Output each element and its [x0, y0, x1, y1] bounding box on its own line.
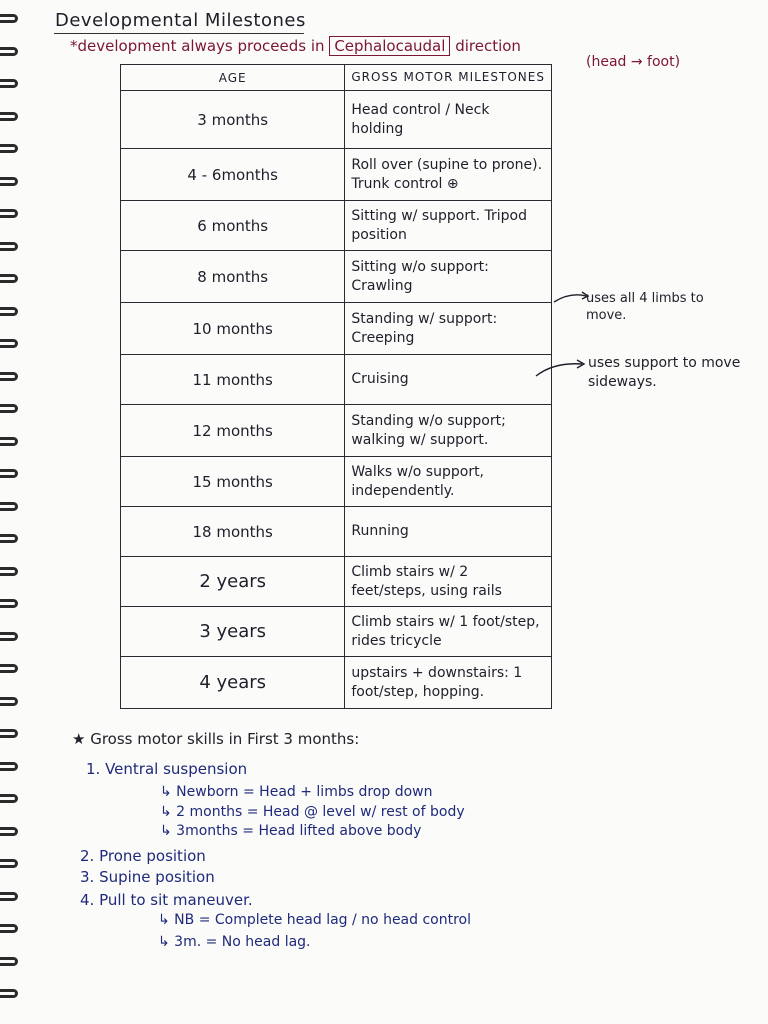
age-cell: 6 months	[121, 201, 345, 251]
age-cell: 10 months	[121, 303, 345, 355]
skill-cell: Climb stairs w/ 2 feet/steps, using rails	[345, 557, 552, 607]
title-underline	[54, 33, 304, 34]
binding-ring	[0, 242, 18, 251]
binding-ring	[0, 762, 18, 771]
milestones-table	[120, 64, 552, 709]
age-cell: 4 years	[121, 657, 345, 709]
age-cell: 2 years	[121, 557, 345, 607]
table-row	[121, 149, 552, 201]
table-row	[121, 405, 552, 457]
binding-ring	[0, 79, 18, 88]
binding-ring	[0, 664, 18, 673]
skill-cell: Standing w/o support; walking w/ support.	[345, 405, 552, 457]
table-row	[121, 355, 552, 405]
binding-ring	[0, 144, 18, 153]
notes-heading: ★ Gross motor skills in First 3 months:	[72, 730, 360, 748]
binding-ring	[0, 599, 18, 608]
skill-cell: Cruising	[345, 355, 552, 405]
binding-ring	[0, 177, 18, 186]
list-item: 4. Pull to sit maneuver.	[80, 891, 253, 909]
list-item: ↳ 2 months = Head @ level w/ rest of body	[160, 804, 465, 820]
subtitle-boxed-term: Cephalocaudal	[329, 36, 450, 56]
binding-ring	[0, 274, 18, 283]
list-item: ↳ Newborn = Head + limbs drop down	[160, 784, 433, 800]
table-row	[121, 507, 552, 557]
skill-cell: Sitting w/o support: Crawling	[345, 251, 552, 303]
skill-cell: Climb stairs w/ 1 foot/step, rides tricycle	[345, 607, 552, 657]
table-header-row	[121, 65, 552, 91]
binding-ring	[0, 567, 18, 576]
list-item: 2. Prone position	[80, 847, 206, 865]
binding-ring	[0, 859, 18, 868]
list-item: ↳ NB = Complete head lag / no head control	[158, 912, 472, 928]
subtitle-prefix: *development always proceeds in	[70, 37, 325, 55]
subtitle-note: (head → foot)	[586, 54, 681, 70]
binding-ring	[0, 892, 18, 901]
skill-cell: Sitting w/ support. Tripod position	[345, 201, 552, 251]
page-title: Developmental Milestones	[55, 10, 306, 31]
side-note-cruising: uses support to move sideways.	[588, 355, 741, 390]
table-row	[121, 457, 552, 507]
table-row	[121, 201, 552, 251]
binding-ring	[0, 14, 18, 23]
skill-cell: upstairs + downstairs: 1 foot/step, hopping.	[345, 657, 552, 709]
skill-cell: Head control / Neck holding	[345, 91, 552, 149]
skill-cell: Standing w/ support: Creeping	[345, 303, 552, 355]
age-cell: 4 - 6months	[121, 149, 345, 201]
age-cell: 3 months	[121, 91, 345, 149]
table-row	[121, 91, 552, 149]
binding-ring	[0, 729, 18, 738]
skill-cell: Running	[345, 507, 552, 557]
binding-ring	[0, 534, 18, 543]
age-cell: 12 months	[121, 405, 345, 457]
skill-cell: Walks w/o support, independently.	[345, 457, 552, 507]
spiral-binding	[0, 0, 24, 1024]
binding-ring	[0, 372, 18, 381]
skill-cell: Roll over (supine to prone). Trunk control ⊕	[345, 149, 552, 201]
binding-ring	[0, 697, 18, 706]
subtitle-suffix: direction	[455, 37, 521, 55]
binding-ring	[0, 404, 18, 413]
binding-ring	[0, 827, 18, 836]
binding-ring	[0, 112, 18, 121]
binding-ring	[0, 632, 18, 641]
binding-ring	[0, 794, 18, 803]
list-item: 3. Supine position	[80, 868, 215, 886]
bleed-through	[600, 100, 604, 116]
age-cell: 3 years	[121, 607, 345, 657]
binding-ring	[0, 924, 18, 933]
list-item: ↳ 3months = Head lifted above body	[160, 823, 422, 839]
age-cell: 11 months	[121, 355, 345, 405]
header-age: AGE	[121, 65, 345, 91]
arrow-icon	[534, 356, 588, 380]
table-row	[121, 251, 552, 303]
table-row	[121, 607, 552, 657]
binding-ring	[0, 209, 18, 218]
subtitle	[70, 37, 521, 55]
binding-ring	[0, 307, 18, 316]
age-cell: 15 months	[121, 457, 345, 507]
list-item: ↳ 3m. = No head lag.	[158, 934, 311, 950]
binding-ring	[0, 989, 18, 998]
notes-heading-text: Gross motor skills in First 3 months:	[90, 730, 360, 748]
list-item: 1. Ventral suspension	[86, 760, 248, 778]
table-row	[121, 657, 552, 709]
binding-ring	[0, 957, 18, 966]
table-row	[121, 303, 552, 355]
binding-ring	[0, 47, 18, 56]
age-cell: 18 months	[121, 507, 345, 557]
binding-ring	[0, 437, 18, 446]
binding-ring	[0, 502, 18, 511]
binding-ring	[0, 339, 18, 348]
side-note-crawling: uses all 4 limbs to move.	[586, 291, 704, 323]
header-skill: GROSS MOTOR MILESTONES	[345, 65, 552, 91]
age-cell: 8 months	[121, 251, 345, 303]
table-row	[121, 557, 552, 607]
binding-ring	[0, 469, 18, 478]
